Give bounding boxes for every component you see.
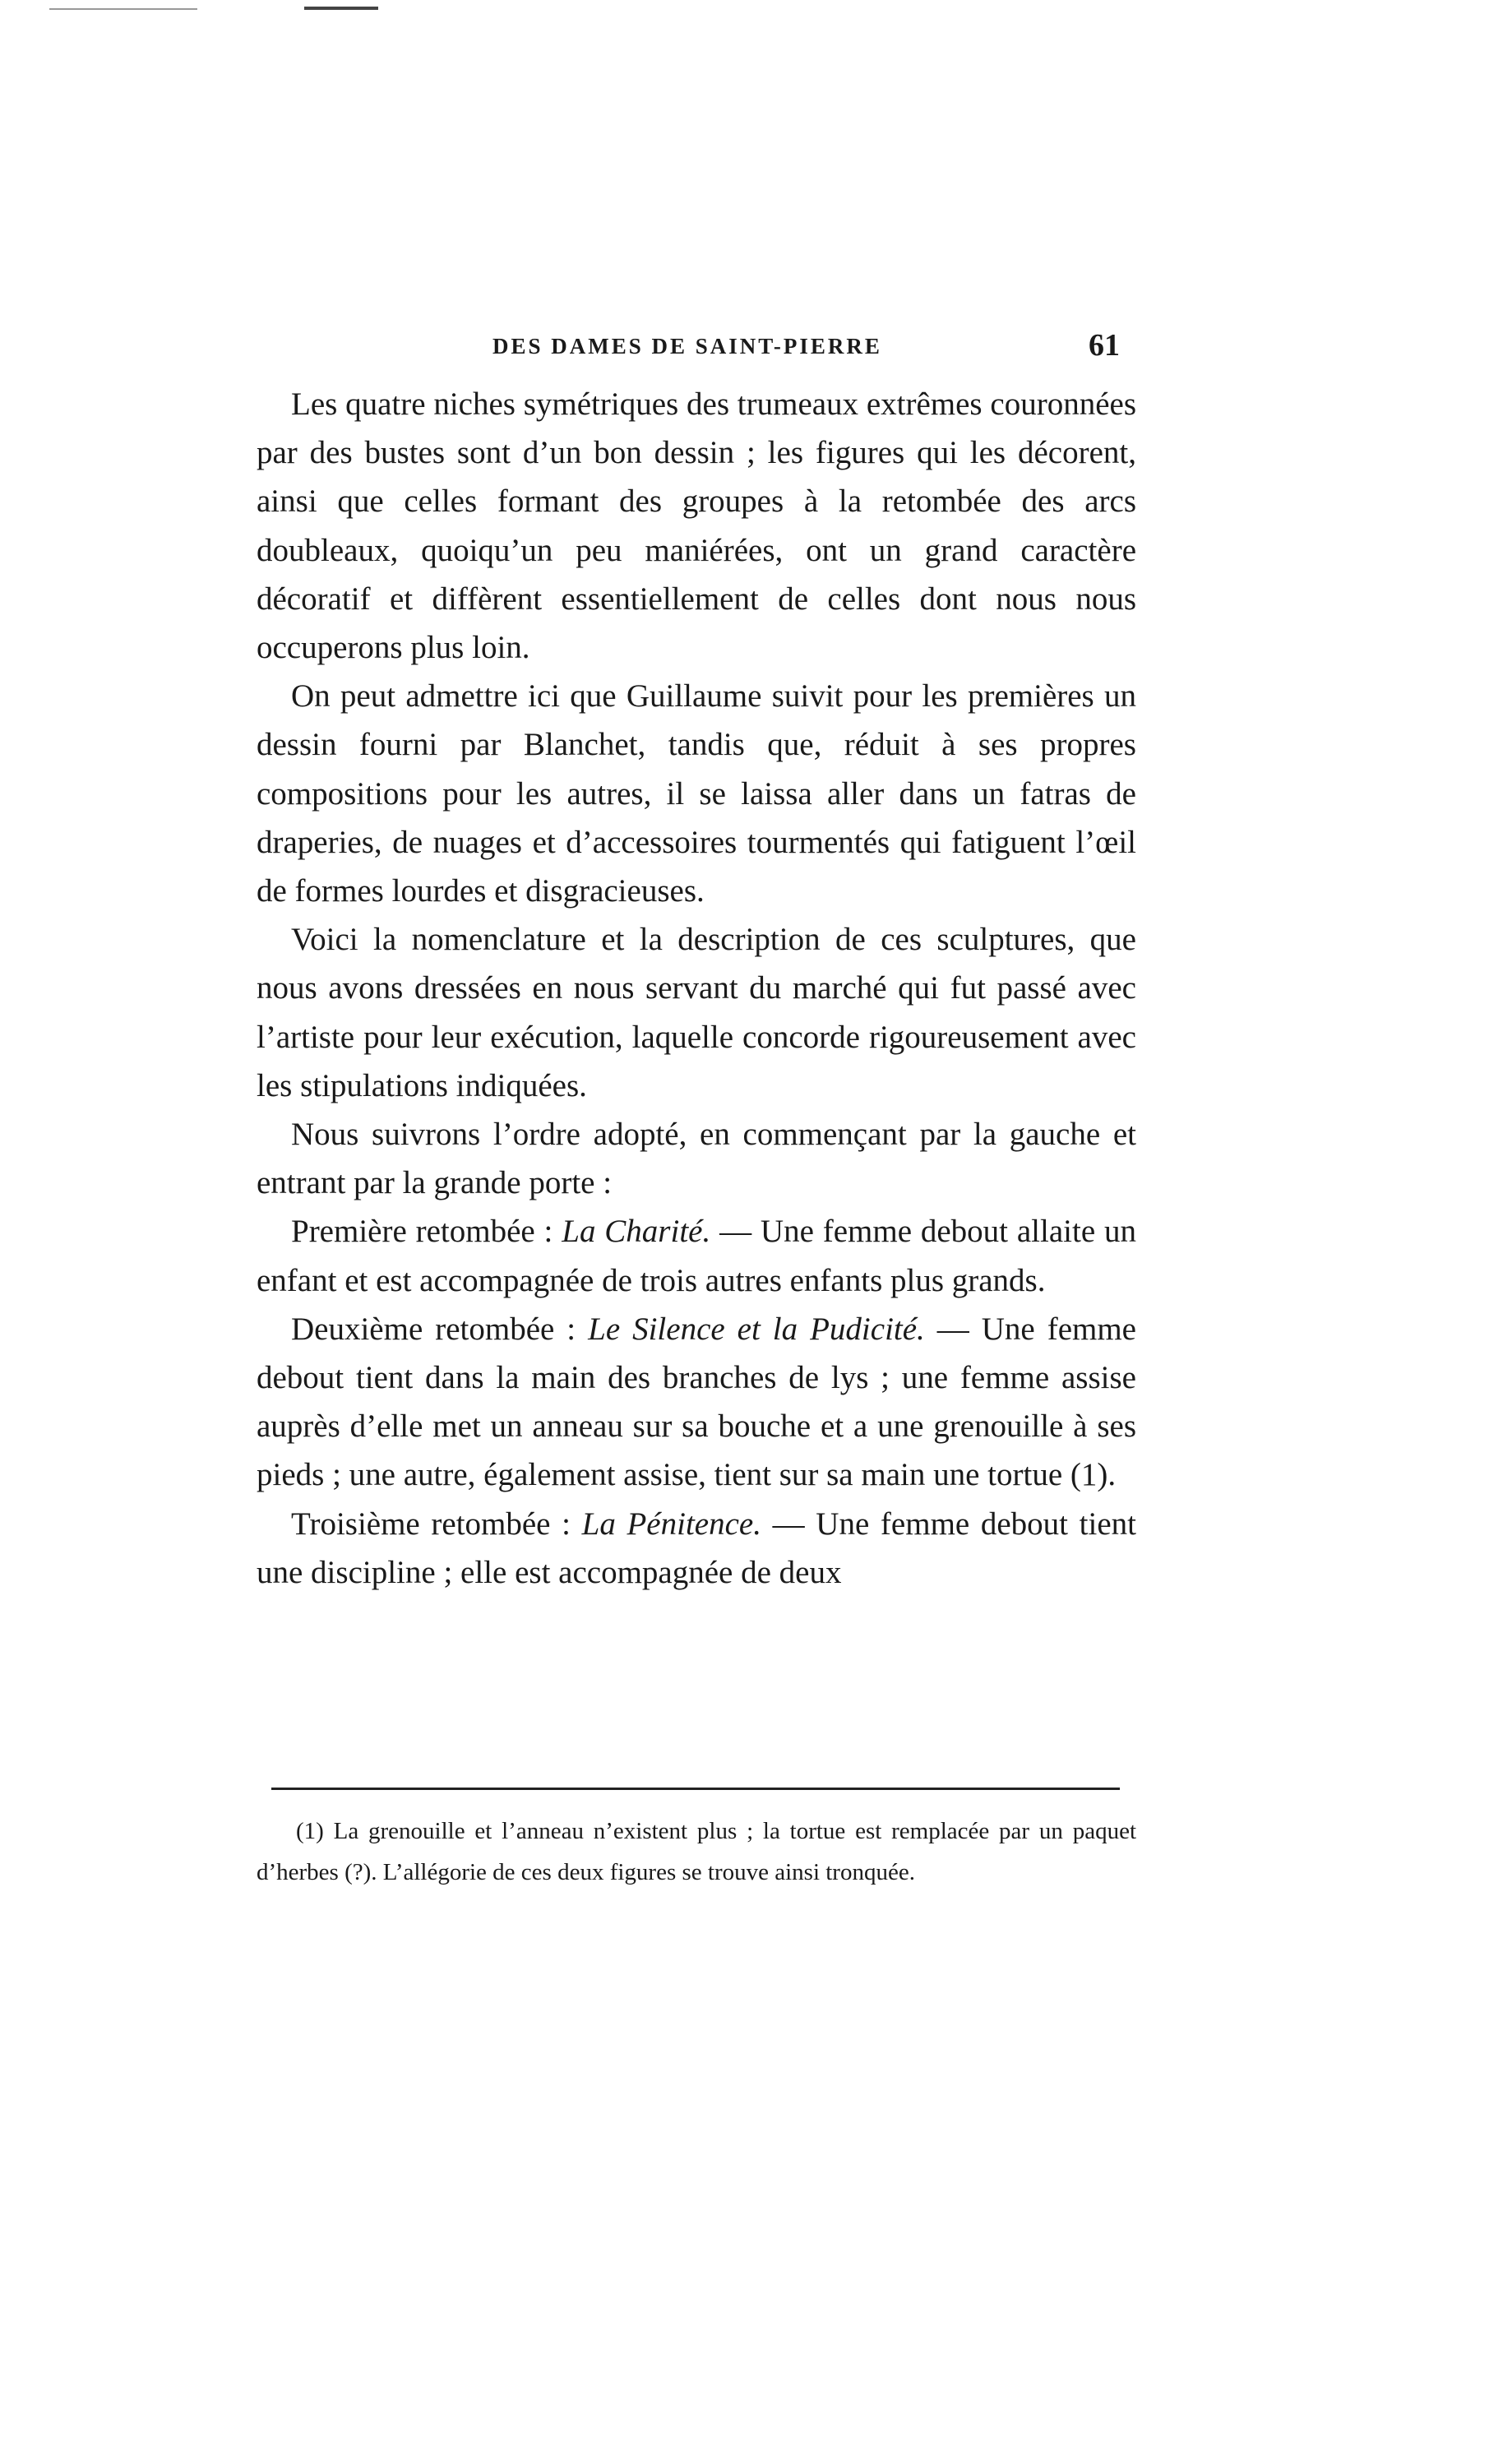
- paragraph-5-lead: Première retombée :: [291, 1214, 562, 1250]
- paragraph-5-rest: — Une femme debout allaite un enfant et est accompagnée de trois autres enfants plus grands.: [257, 1214, 1136, 1298]
- paragraph-3: Voici la nomenclature et la description de ces sculptures, que nous avons dressées en nous servant du marché qui fut passé avec l’artiste pour leur exécution, laquelle concorde rigoureusement avec les stipulations indiquées.: [257, 922, 1136, 1103]
- paragraph-7-rest: — Une femme debout tient une discipline ; elle est accompagnée de deux: [257, 1506, 1136, 1590]
- paragraph-6-rest: — Une femme debout tient dans la main des branches de lys ; une femme assise auprès d’elle met un anneau sur sa bouche et a une grenouille à ses pieds ; une autre, également assise, tient sur sa main une tortue (1).: [257, 1311, 1136, 1493]
- main-text: [257, 380, 1136, 1597]
- footnote-text: (1) La grenouille et l’anneau n’existent plus ; la tortue est remplacée par un paquet d’herbes (?). L’allégorie de ces deux figures se trouve ainsi tronquée.: [257, 1818, 1136, 1885]
- paragraph-7-lead: Troisième retombée :: [291, 1506, 582, 1542]
- paragraph-1: Les quatre niches symétriques des trumeaux extrêmes couronnées par des bustes sont d’un bon dessin ; les figures qui les décorent, ainsi que celles formant des groupes à la retombée des arcs doubleaux, quoiqu’un peu maniérées, ont un grand caractère décoratif et diffèrent essentiellement de celles dont nous nous occuperons plus loin.: [257, 386, 1136, 666]
- running-title: DES DAMES DE SAINT-PIERRE: [492, 334, 882, 358]
- paragraph-6-lead: Deuxième retombée :: [291, 1311, 589, 1347]
- running-header: [257, 327, 1120, 377]
- scan-mark-top-left: [49, 8, 197, 10]
- paragraph-2: On peut admettre ici que Guillaume suivit pour les premières un dessin fourni par Blanchet, tandis que, réduit à ses propres compositions pour les autres, il se laissa aller dans un fatras de draperies, de nuages et d’accessoires tourmentés qui fatiguent l’œil de formes lourdes et disgracieuses.: [257, 678, 1136, 909]
- paragraph-6: [257, 1305, 1136, 1500]
- paragraph-5: [257, 1207, 1136, 1304]
- footnote-separator: [271, 1788, 1120, 1790]
- paragraph-5-title: La Charité.: [562, 1214, 711, 1250]
- footnote: [257, 1811, 1136, 1893]
- paragraph-6-title: Le Silence et la Pudicité.: [588, 1311, 925, 1347]
- scan-mark-top: [304, 7, 378, 10]
- paragraph-7: [257, 1500, 1136, 1597]
- page-number: 61: [1089, 328, 1120, 363]
- paragraph-7-title: La Pénitence.: [581, 1506, 761, 1542]
- paragraph-4: Nous suivrons l’ordre adopté, en commençant par la gauche et entrant par la grande porte :: [257, 1117, 1136, 1201]
